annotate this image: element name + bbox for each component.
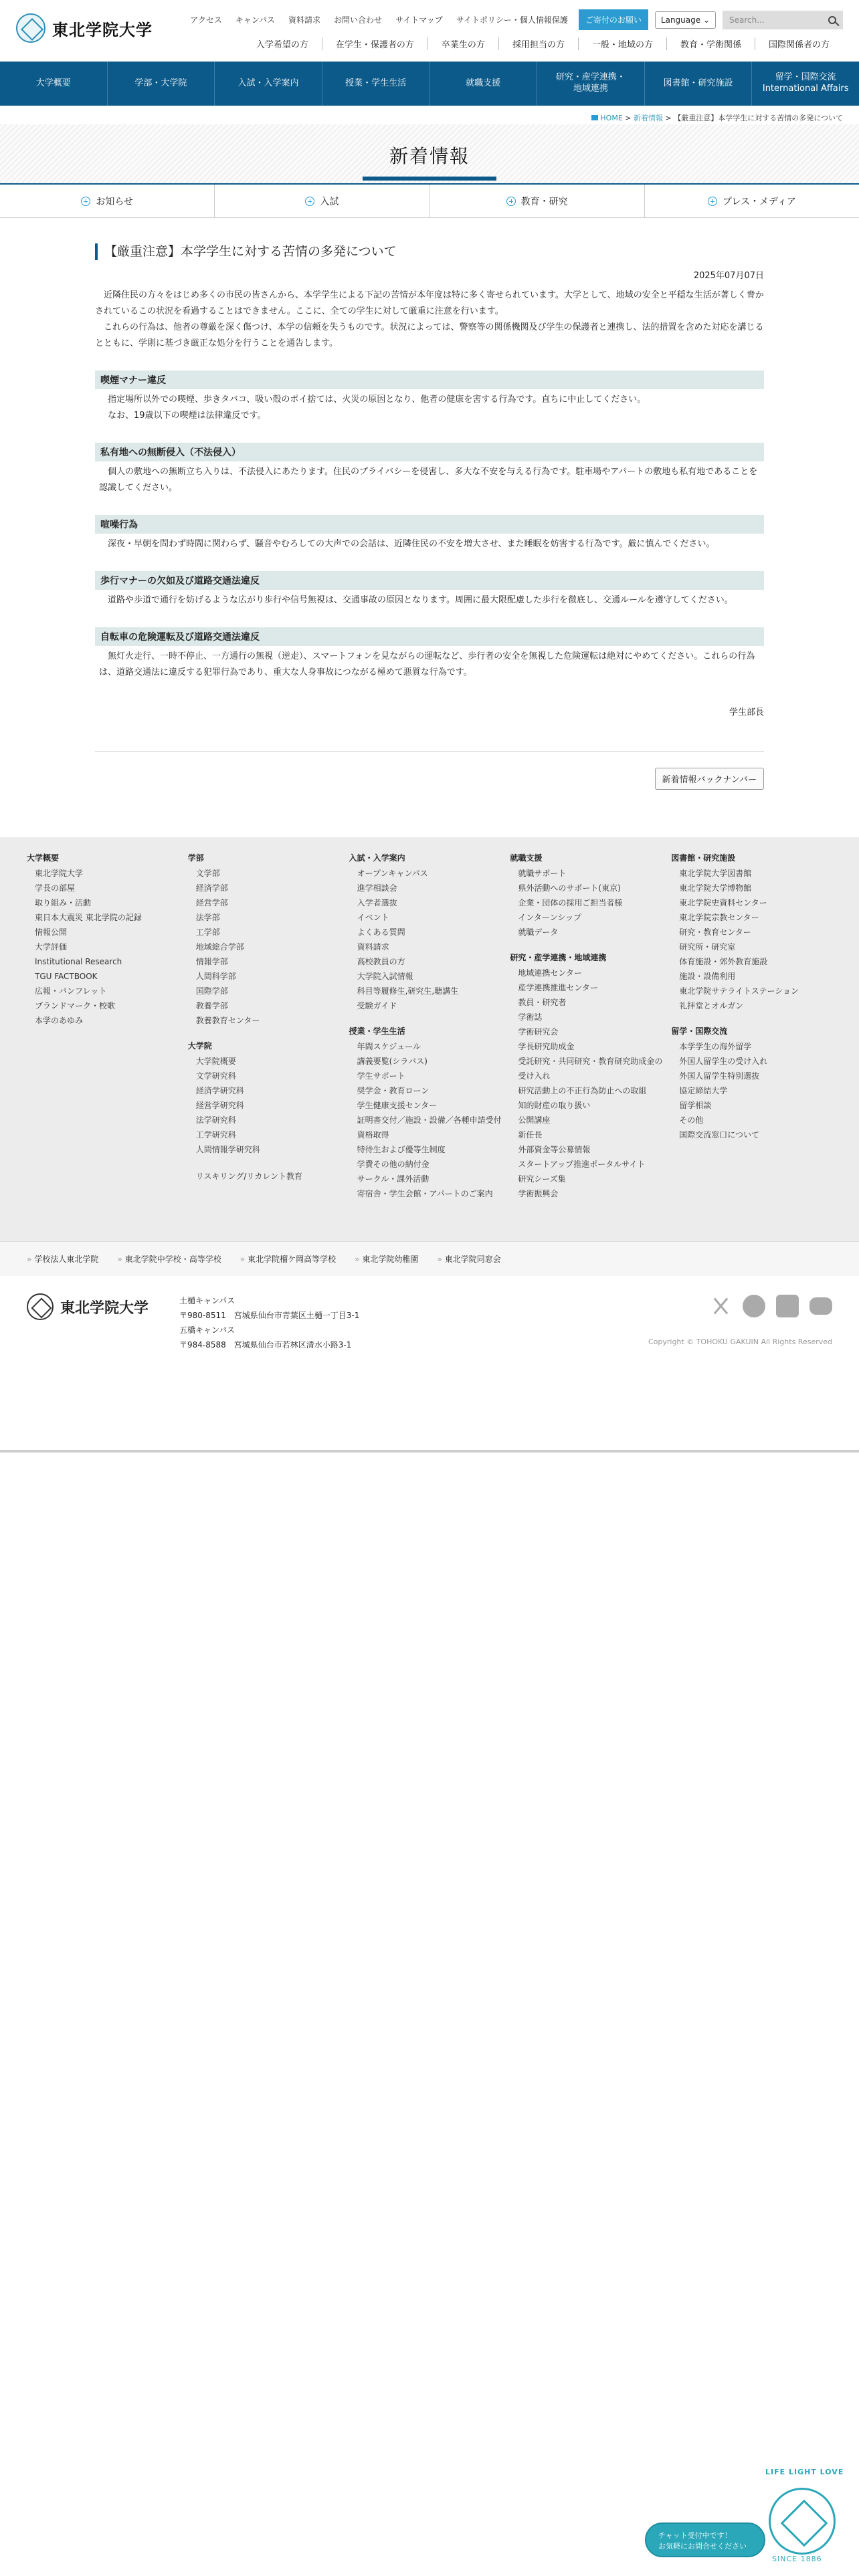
sitemap-link[interactable]: 人間情報学研究科: [195, 1145, 260, 1154]
sitemap-column: [671, 852, 832, 1241]
audience-nav: [243, 37, 843, 50]
sitemap-link[interactable]: 教員・研究者: [518, 998, 567, 1007]
chatbot-widget[interactable]: [645, 2461, 846, 2568]
sitemap-link[interactable]: 資格取得: [357, 1130, 389, 1140]
sitemap-link[interactable]: Institutional Research: [35, 957, 122, 966]
sitemap-link[interactable]: 新任長: [518, 1130, 543, 1140]
section-paragraph: 深夜・早朝を問わず時間に関わらず、騒音やむろしての大声での会話は、近隣住民の不安を増大させ、また睡眠を妨害する行為です。厳に慎んでください。: [108, 539, 715, 550]
address-line: 〒980-8511 宮城県仙台市青葉区土樋一丁目3-1: [179, 1311, 360, 1320]
sitemap-link[interactable]: 大学評価: [35, 942, 68, 952]
tab-press[interactable]: [644, 185, 859, 217]
sitemap-column: [188, 852, 349, 1241]
sitemap-link[interactable]: よくある質問: [357, 928, 405, 937]
section-paragraph: 無灯火走行、一時不停止、一方通行の無視（逆走）、スマートフォンを見ながらの運転など、歩行者の安全を無視した危険運転は絶対にやめてください。これらの行為は、道路交通法に違反する犯罪行為であり、重大な人身事故につながる極めて悪質な行為です。: [99, 651, 755, 678]
sitemap-link[interactable]: 経済学部: [195, 883, 228, 893]
sitemap-link[interactable]: 大学院概要: [195, 1057, 236, 1066]
sitemap-link[interactable]: 取り組み・活動: [35, 898, 92, 907]
sitemap-link[interactable]: イベント: [357, 913, 389, 922]
lead-paragraph: 近隣住民の方々をはじめ多くの市民の皆さんから、本学学生による下記の苦情が本年度は特に多く寄せられています。大学として、地域の安全と平穏な生活が著しく脅かされているこの状況を看過することはできません。ここに、全ての学生に対して厳重に注意を行います。: [95, 290, 764, 316]
sitemap-link[interactable]: 工学研究科: [195, 1130, 236, 1140]
sitemap-link[interactable]: 寄宿舎・学生会館・アパートのご案内: [357, 1189, 493, 1198]
copyright: Copyright © TOHOKU GAKUIN All Rights Reserved: [648, 1337, 832, 1346]
sitemap-link[interactable]: 東北学院大学博物館: [679, 883, 752, 893]
sitemap-link[interactable]: 研究・教育センター: [679, 928, 751, 937]
sitemap-link[interactable]: 法学部: [195, 913, 220, 922]
utility-sitemap[interactable]: サイトマップ: [395, 15, 443, 25]
chatbot-line: お気軽にお問合せください: [658, 2542, 747, 2551]
search-icon[interactable]: [828, 16, 836, 24]
main-nav-item[interactable]: 図書館・研究施設: [644, 62, 752, 106]
section-body: [95, 461, 764, 496]
tab-label: 入試: [320, 196, 339, 207]
plus-circle-icon: [708, 197, 717, 206]
sitemap-link[interactable]: 研究シーズ集: [518, 1174, 566, 1184]
sitemap-link[interactable]: 東北学院大学: [35, 869, 84, 878]
sitemap-link[interactable]: 受験ガイド: [357, 1001, 397, 1010]
sitemap-link[interactable]: 外国人留学生の受け入れ: [679, 1057, 768, 1066]
sitemap-list: [188, 1054, 343, 1157]
utility-nav: [183, 9, 843, 30]
sitemap-link[interactable]: 協定締結大学: [679, 1086, 728, 1095]
footer-address: [179, 1293, 359, 1352]
sitemap-link[interactable]: 教養教育センター: [195, 1016, 260, 1025]
main-nav-item[interactable]: 留学・国際交流 International Affairs: [751, 62, 859, 106]
utility-policy[interactable]: サイトポリシー・個人情報保護: [456, 15, 568, 25]
sitemap-link[interactable]: 地域連携センター: [518, 968, 582, 978]
footer-logo[interactable]: [27, 1293, 149, 1320]
sitemap-heading[interactable]: 図書館・研究施設: [671, 853, 736, 863]
sitemap-link[interactable]: リスキリング/リカレント教育: [195, 1172, 302, 1181]
tab-research[interactable]: [430, 185, 644, 217]
footer-bottom-border: [0, 1450, 859, 1453]
sitemap-link[interactable]: 東北学院大学図書館: [679, 869, 752, 878]
audience-link[interactable]: 卒業生の方: [427, 37, 498, 50]
sitemap-link[interactable]: 研究活動上の不正行為防止への取組: [518, 1086, 647, 1095]
sitemap-link[interactable]: TGU FACTBOOK: [35, 972, 98, 981]
sitemap-link[interactable]: 文学研究科: [195, 1071, 236, 1081]
audience-link[interactable]: 在学生・保護者の方: [322, 37, 427, 50]
breadcrumb-home[interactable]: HOME: [600, 114, 623, 122]
sitemap-list: [671, 1039, 826, 1142]
tab-label: お知らせ: [96, 196, 133, 207]
sitemap-heading[interactable]: 留学・国際交流: [671, 1027, 728, 1036]
sitemap-link[interactable]: 産学連携推進センター: [518, 983, 598, 992]
social-links: [709, 1295, 832, 1317]
sitemap-link[interactable]: 公開講座: [518, 1115, 551, 1125]
logo-text: 東北学院大学: [52, 20, 153, 39]
section-paragraph: なお、19歳以下の喫煙は法律違反です。: [108, 410, 266, 421]
site-header: [0, 0, 859, 62]
section-body: [95, 590, 764, 609]
sitemap-link[interactable]: 東北学院宗教センター: [679, 913, 759, 922]
sitemap-column: [27, 852, 188, 1241]
chatbot-bubble[interactable]: [645, 2523, 765, 2557]
affiliate-link[interactable]: » 東北学院幼稚園: [355, 1253, 418, 1265]
sitemap-link[interactable]: 研究所・研究室: [679, 942, 736, 952]
sitemap-link[interactable]: 学長研究助成金: [518, 1042, 575, 1051]
section-heading: 歩行マナーの欠如及び道路交通法違反: [95, 571, 764, 590]
sitemap-link[interactable]: 講義要覧(シラバス): [357, 1057, 427, 1066]
section-heading: 喧噪行為: [95, 515, 764, 534]
sitemap-heading[interactable]: 研究・産学連携・地域連携: [510, 953, 607, 962]
breadcrumb-news[interactable]: 新着情報: [634, 114, 663, 122]
footer-logo-text: 東北学院大学: [60, 1299, 149, 1317]
breadcrumb: [0, 106, 859, 124]
sitemap-link[interactable]: 奨学金・教育ローン: [357, 1086, 430, 1095]
article-lead: [95, 288, 764, 352]
site-footer: [0, 1276, 859, 1450]
chatbot-line: チャット受付中です！: [658, 2531, 732, 2540]
utility-request[interactable]: 資料請求: [288, 15, 321, 25]
article-signature: 学生部長: [729, 708, 764, 718]
sitemap-heading[interactable]: 入試・入学案内: [349, 853, 405, 863]
tab-label: 教育・研究: [520, 196, 568, 207]
sitemap-link[interactable]: 留学相談: [679, 1101, 712, 1110]
sitemap-link[interactable]: 経済学研究科: [195, 1086, 244, 1095]
sitemap-link[interactable]: 人間科学部: [195, 972, 236, 981]
divider: [95, 751, 764, 752]
sitemap-link[interactable]: 施設・設備利用: [679, 972, 736, 981]
affiliate-link[interactable]: » 東北学院中学校・高等学校: [117, 1253, 221, 1265]
lead-paragraph: これらの行為は、他者の尊厳を深く傷つけ、本学の信頼を失うものです。状況によっては、警察等の関係機関及び学生の保護者と連携し、法的措置を含めた対応を講じるとともに、学則に基づき厳正な処分を行うことを通告します。: [95, 322, 764, 348]
main-nav-item[interactable]: 授業・学生生活: [322, 62, 430, 106]
sitemap-link[interactable]: 本学のあゆみ: [35, 1016, 84, 1025]
sitemap-link[interactable]: 大学院入試情報: [357, 972, 413, 981]
sitemap-link[interactable]: 文学部: [195, 869, 220, 878]
utility-contact[interactable]: お問い合わせ: [334, 15, 383, 25]
sitemap-link[interactable]: 情報学部: [195, 957, 228, 966]
tab-admission[interactable]: [214, 185, 429, 217]
youtube-icon[interactable]: [809, 1297, 832, 1315]
emblem-motto: LIFE LIGHT LOVE: [765, 2468, 844, 2476]
sitemap-heading[interactable]: 大学概要: [27, 853, 60, 863]
main-nav-item[interactable]: 大学概要: [35, 78, 71, 88]
sitemap-link[interactable]: 学長の部屋: [35, 883, 76, 893]
utility-access[interactable]: アクセス: [190, 15, 222, 25]
sitemap-link[interactable]: サークル・課外活動: [357, 1174, 430, 1184]
site-logo[interactable]: [16, 13, 153, 43]
sitemap-link[interactable]: 国際学部: [195, 986, 228, 996]
sitemap-list: [27, 866, 181, 1028]
sitemap-link[interactable]: オープンキャンパス: [357, 869, 428, 878]
donate-button[interactable]: ご寄付のお願い: [579, 9, 648, 30]
sitemap-list: [188, 866, 343, 1028]
main-nav-item[interactable]: 入試・入学案内: [214, 62, 322, 106]
sitemap-link[interactable]: 体育施設・郊外教育施設: [679, 957, 768, 966]
university-emblem-icon: [27, 1293, 54, 1320]
sitemap-list: [349, 1039, 504, 1201]
tab-label: プレス・メディア: [722, 196, 796, 207]
sitemap-link[interactable]: 資料請求: [357, 942, 389, 952]
sitemap-link[interactable]: 高校教員の方: [357, 957, 405, 966]
sitemap-link[interactable]: 東北学院史資料センター: [679, 898, 767, 907]
article-date: 2025年07月07日: [693, 270, 764, 281]
sitemap-link[interactable]: 科目等履修生,研究生,聴講生: [357, 986, 459, 996]
address-line: 〒984-8588 宮城県仙台市若林区清水小路3-1: [179, 1340, 352, 1350]
address-line: 五橋キャンパス: [179, 1325, 235, 1335]
page-hero: [0, 124, 859, 183]
back-number-button[interactable]: 新着情報バックナンバー: [655, 768, 764, 790]
university-emblem-icon: [16, 13, 45, 43]
sitemap-link[interactable]: 工学部: [195, 928, 220, 937]
sitemap-heading[interactable]: 学部: [187, 853, 204, 863]
main-nav: [0, 62, 859, 106]
x-icon[interactable]: [709, 1295, 732, 1317]
section-body: [95, 389, 764, 424]
sitemap-link[interactable]: 証明書交付／施設・設備／各種申請受付: [357, 1115, 502, 1125]
sitemap-link[interactable]: 就職データ: [518, 928, 559, 937]
section-heading: 私有地への無断侵入（不法侵入）: [95, 443, 764, 461]
section-paragraph: 道路や歩道で通行を妨げるような広がり歩行や信号無視は、交通事故の原因となります。周囲に最大限配慮した歩行を徹底し、交通ルールを遵守してください。: [108, 595, 733, 606]
sitemap-link[interactable]: 学術振興会: [518, 1189, 559, 1198]
emblem-since: SINCE 1886: [772, 2555, 822, 2563]
section-body: [95, 646, 764, 681]
line-icon[interactable]: [743, 1295, 765, 1317]
audience-link[interactable]: 一般・地域の方: [578, 37, 666, 50]
sitemap-list: [671, 866, 826, 1013]
sitemap-link[interactable]: 法学研究科: [195, 1115, 236, 1125]
breadcrumb-separator: >: [665, 114, 672, 122]
tab-notice[interactable]: [0, 185, 214, 217]
sitemap-link[interactable]: ブランドマーク・校歌: [35, 1001, 116, 1010]
affiliate-link[interactable]: » 東北学院榴ケ岡高等学校: [240, 1253, 336, 1265]
sitemap-link[interactable]: 教養学部: [195, 1001, 228, 1010]
sitemap-link[interactable]: 情報公開: [35, 928, 68, 937]
sitemap-link[interactable]: 東北学院サテライトステーション: [679, 986, 799, 996]
sitemap-link[interactable]: スタートアップ推進ポータルサイト: [518, 1160, 646, 1169]
plus-circle-icon: [81, 197, 90, 206]
main-nav-item[interactable]: 就職支援: [430, 62, 537, 106]
page-title: 新着情報: [389, 145, 470, 167]
sitemap-link[interactable]: その他: [679, 1115, 704, 1125]
section-body: [95, 534, 764, 552]
sitemap-heading[interactable]: 就職支援: [510, 853, 543, 863]
affiliate-links: [0, 1241, 859, 1276]
sitemap-link[interactable]: 学生サポート: [357, 1071, 405, 1081]
audience-link[interactable]: 入学希望の方: [256, 40, 308, 50]
sitemap-link[interactable]: インターンシップ: [518, 913, 582, 922]
home-icon: [591, 115, 598, 120]
title-underline: [363, 177, 496, 181]
main-nav-item[interactable]: 学部・大学院: [107, 62, 215, 106]
audience-link[interactable]: 教育・学術関係: [666, 37, 755, 50]
address-line: 土樋キャンパス: [179, 1296, 235, 1305]
sitemap-link[interactable]: 年間スケジュール: [357, 1042, 421, 1051]
section-heading: 自転車の危険運転及び道路交通法違反: [95, 627, 764, 646]
sitemap-link[interactable]: 進学相談会: [357, 883, 397, 893]
sitemap-list: [349, 866, 504, 1013]
utility-campus[interactable]: キャンパス: [235, 15, 275, 25]
sitemap-link[interactable]: 学術研究会: [518, 1027, 559, 1037]
sitemap-list: [510, 966, 664, 1201]
section-paragraph: 指定場所以外での喫煙、歩きタバコ、吸い殻のポイ捨ては、火災の原因となり、他者の健康を害する行為です。直ちに中止してください。: [108, 394, 646, 405]
plus-circle-icon: [305, 197, 314, 206]
sitemap-link[interactable]: 就職サポート: [518, 869, 567, 878]
sitemap-link[interactable]: 学術誌: [518, 1012, 543, 1022]
emblem-ring: [769, 2488, 836, 2555]
main-nav-item[interactable]: 研究・産学連携・ 地域連携: [537, 62, 644, 106]
affiliate-link[interactable]: » 東北学院同窓会: [437, 1253, 500, 1265]
article: [95, 218, 764, 790]
affiliate-link[interactable]: » 学校法人東北学院: [27, 1253, 98, 1265]
sitemap-heading[interactable]: 大学院: [187, 1041, 212, 1051]
sitemap-link[interactable]: 学費その他の納付金: [357, 1160, 430, 1169]
sitemap-column: [349, 852, 510, 1241]
sitemap-link[interactable]: 受託研究・共同研究・教育研究助成金の受け入れ: [518, 1057, 663, 1081]
sitemap-heading[interactable]: 授業・学生生活: [349, 1027, 405, 1036]
sitemap-link[interactable]: 国際交流窓口について: [679, 1130, 759, 1140]
category-tabs: [0, 183, 859, 218]
sitemap-link[interactable]: 本学学生の海外留学: [679, 1042, 752, 1051]
plus-circle-icon: [506, 197, 516, 206]
sitemap-link[interactable]: 県外活動へのサポート(東京): [518, 883, 621, 893]
footer-sitemap: [0, 837, 859, 1241]
sitemap-link[interactable]: 企業・団体の採用ご担当者様: [518, 898, 623, 907]
sitemap-link[interactable]: 東日本大震災 東北学院の記録: [35, 913, 142, 922]
sitemap-link[interactable]: 広報・パンフレット: [35, 986, 107, 996]
sitemap-list: [188, 1169, 343, 1184]
sitemap-link[interactable]: 外部資金等公募情報: [518, 1145, 591, 1154]
search-placeholder: Search...: [729, 15, 765, 25]
article-title: 【厳重注意】本学学生に対する苦情の多発について: [95, 243, 764, 260]
audience-link[interactable]: 国際関係者の方: [755, 37, 843, 50]
sitemap-column: [510, 852, 671, 1241]
sitemap-link[interactable]: 礼拝堂とオルガン: [679, 1001, 744, 1010]
section-heading: 喫煙マナー違反: [95, 370, 764, 389]
instagram-icon[interactable]: [776, 1295, 799, 1317]
sitemap-link[interactable]: 入学者選抜: [357, 898, 397, 907]
sitemap-link[interactable]: 特待生および優等生制度: [357, 1145, 446, 1154]
sitemap-link[interactable]: 経営学研究科: [195, 1101, 244, 1110]
sitemap-link[interactable]: 知的財産の取り扱い: [518, 1101, 591, 1110]
breadcrumb-current: 【厳重注意】本学学生に対する苦情の多発について: [674, 114, 843, 122]
language-select[interactable]: Language ⌄: [655, 11, 716, 29]
sitemap-link[interactable]: 外国人留学生特別選抜: [679, 1071, 760, 1081]
breadcrumb-separator: >: [625, 114, 632, 122]
sitemap-link[interactable]: 経営学部: [195, 898, 228, 907]
audience-link[interactable]: 採用担当の方: [498, 37, 578, 50]
sitemap-link[interactable]: 地域総合学部: [195, 942, 244, 952]
chatbot-emblem-icon[interactable]: [759, 2461, 846, 2568]
search-input[interactable]: [723, 11, 843, 29]
sitemap-link[interactable]: 学生健康支援センター: [357, 1101, 438, 1110]
section-paragraph: 個人の敷地への無断立ち入りは、不法侵入にあたります。住民のプライバシーを侵害し、多大な不安を与える行為です。駐車場やアパートの敷地も私有地であることを認識してください。: [99, 466, 758, 494]
sitemap-list: [510, 866, 664, 940]
